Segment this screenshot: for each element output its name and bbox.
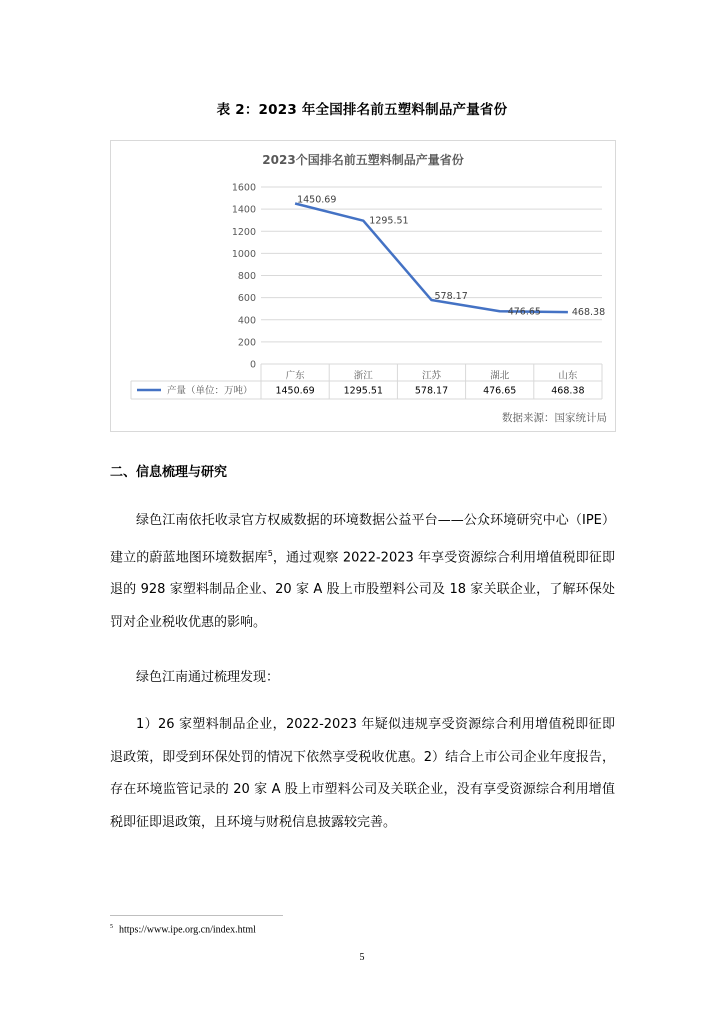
- table-value-cell: 468.38: [551, 385, 585, 397]
- footnote-url: https://www.ipe.org.cn/index.html: [119, 924, 256, 936]
- data-label: 476.65: [507, 306, 541, 318]
- chart-frame: [110, 140, 616, 432]
- chart-gridlines: [261, 187, 602, 364]
- x-category-label: 广东: [285, 370, 305, 382]
- x-category-label: 湖北: [490, 370, 510, 382]
- line-chart: [111, 141, 615, 431]
- footnote: [110, 924, 256, 935]
- chart-series: [295, 204, 568, 313]
- footnote-reference: 5: [267, 548, 273, 558]
- x-category-label: 浙江: [353, 370, 373, 382]
- y-tick-label: 600: [237, 293, 256, 305]
- y-tick-label: 800: [237, 271, 256, 282]
- y-tick-label: 200: [237, 337, 256, 349]
- chart-title: 2023个国排名前五塑料制品产量省份: [262, 153, 464, 167]
- table-caption: 表 2：2023 年全国排名前五塑料制品产量省份: [216, 102, 508, 118]
- x-category-label: 江苏: [421, 370, 442, 382]
- paragraph-findings-intro: 绿色江南通过梳理发现：: [136, 670, 280, 685]
- page-number: 5: [359, 952, 365, 963]
- y-tick-label: 1000: [231, 248, 256, 260]
- paragraph-ipe-source: [110, 505, 615, 639]
- y-tick-label: 1600: [231, 182, 256, 194]
- series-line: [295, 204, 568, 313]
- chart-data-labels: [297, 195, 605, 319]
- table-value-cell: 1450.69: [275, 385, 315, 397]
- data-label: 468.38: [571, 307, 606, 319]
- y-tick-label: 400: [237, 315, 256, 327]
- table-value-cell: 476.65: [483, 385, 517, 397]
- y-tick-label: 0: [249, 359, 256, 371]
- y-tick-label: 1400: [231, 204, 256, 216]
- table-value-cell: 1295.51: [343, 385, 383, 397]
- footnote-divider: [110, 915, 283, 916]
- x-category-label: 山东: [558, 370, 578, 382]
- chart-data-table: [131, 364, 602, 399]
- paragraph-findings: 1）26 家塑料制品企业，2022-2023 年疑似违规享受资源综合利用增值税即征即退政策，即受到环保处罚的情况下依然享受税收优惠。2）结合上市公司企业年度报告，存在环境监管记录的 20 家 A 股上市塑料公司及关联企业，没有享受资源综合利用增值税即征即退政策，且环境与财税信息披露较完善。: [110, 717, 615, 830]
- y-tick-labels: [232, 183, 256, 371]
- footnote-mark: 5: [110, 924, 113, 930]
- data-label: 1450.69: [297, 194, 337, 206]
- data-label: 578.17: [434, 291, 468, 303]
- data-label: 1295.51: [369, 215, 409, 227]
- chart-source-note: 数据来源：国家统计局: [502, 412, 607, 424]
- legend-series-name: 产量（单位：万吨）: [167, 385, 253, 397]
- paragraph-text: 绿色江南依托收录官方权威数据的环境数据公益平台——公众环境研究中心（IPE）建立的蔚蓝地图环境数据库: [110, 513, 615, 565]
- section-heading: 二、信息梳理与研究: [110, 465, 228, 480]
- table-value-cell: 578.17: [414, 385, 449, 397]
- y-tick-label: 1200: [231, 226, 256, 238]
- paragraph-text: ，通过观察 2022-2023 年享受资源综合利用增值税即征即退的 928 家塑料制品企业、20 家 A 股上市股塑料公司及 18 家关联企业，了解环保处罚对企业税收优惠的影响。: [110, 549, 615, 630]
